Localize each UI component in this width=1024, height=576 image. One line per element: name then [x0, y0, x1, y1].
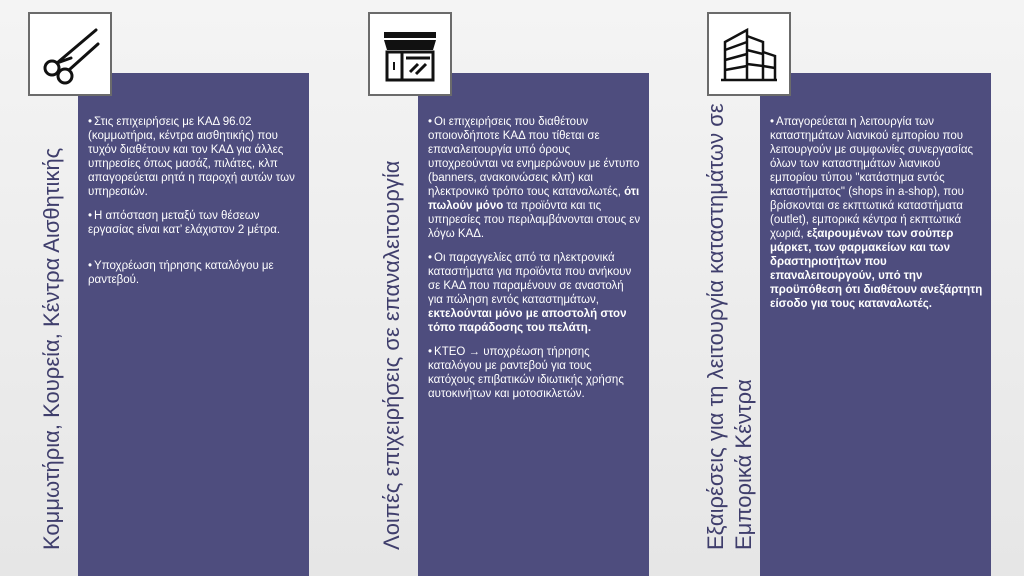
storefront-icon [368, 12, 452, 96]
scissors-icon [28, 12, 112, 96]
column-1-paragraph: • Η απόσταση μεταξύ των θέσεων εργασίας είναι κατ’ ελάχιστον 2 μέτρα. [88, 209, 301, 237]
column-2-paragraph: • Οι παραγγελίες από τα ηλεκτρονικά καταστήματα για προϊόντα που ανήκουν σε ΚΑΔ που παραμένουν σε αναστολή για πώληση εντός καταστημάτων, εκτελούνται μόνο με αποστολή στον τόπο παράδοσης του πελάτη. [428, 251, 641, 335]
column-3-paragraph: • Απαγορεύεται η λειτουργία των καταστημάτων λιανικού εμπορίου που λειτουργούν με συμφωνίες συνεργασίας όλων των καταστημάτων λιανικού εμπορίου τύπου "κατάστημα εντός καταστήματος" (shops in a-shop), που βρίσκονται σε εκπτωτικά καταστήματα (outlet), εμπορικά κέντρα ή εκπτωτικά χωριά, εξαιρουμένων των σούπερ μάρκετ, των φαρμακείων και των δραστηριοτήτων που επαναλειτουργούν, υπό την προϋπόθεση ότι διαθέτουν ανεξάρτητη είσοδο για τους καταναλωτές. [770, 115, 983, 311]
column-1-paragraph: • Υποχρέωση τήρησης καταλόγου με ραντεβού. [88, 259, 301, 287]
column-2-paragraph: • Οι επιχειρήσεις που διαθέτουν οποιονδήποτε ΚΑΔ που τίθεται σε επαναλειτουργία υπό όρους υποχρεούνται να ενημερώνουν με έντυπο (banners, ανακοινώσεις κλπ) και ηλεκτρονικό τρόπο τους καταναλωτές, ότι πωλούν μόνο τα προϊόντα και τις υπηρεσίες που περιλαμβάνονται στους εν λόγω ΚΑΔ. [428, 115, 641, 241]
column-1-title: Κομμωτήρια, Κουρεία, Κέντρα Αισθητικής [39, 147, 64, 550]
column-1-panel [78, 73, 309, 576]
column-3-panel [760, 73, 991, 576]
column-2-panel [418, 73, 649, 576]
building-icon [707, 12, 791, 96]
column-3-title: Εξαιρέσεις για τη λειτουργία καταστημάτων σε Εμπορικά Κέντρα [703, 103, 756, 550]
column-2-paragraph: • ΚΤΕΟ → υποχρέωση τήρησης καταλόγου με ραντεβού για τους κατόχους επιβατικών ιδιωτικής χρήσης αυτοκινήτων και μοτοσικλετών. [428, 345, 641, 401]
column-2-title: Λοιπές επιχειρήσεις σε επαναλειτουργία [379, 160, 404, 550]
column-1-paragraph: • Στις επιχειρήσεις με ΚΑΔ 96.02 (κομμωτήρια, κέντρα αισθητικής) που τυχόν διαθέτουν και τον ΚΑΔ για άλλες υπηρεσίες όπως μασάζ, πιλάτες, κλπ απαγορεύεται ρητά η παροχή αυτών των υπηρεσιών. [88, 115, 301, 199]
